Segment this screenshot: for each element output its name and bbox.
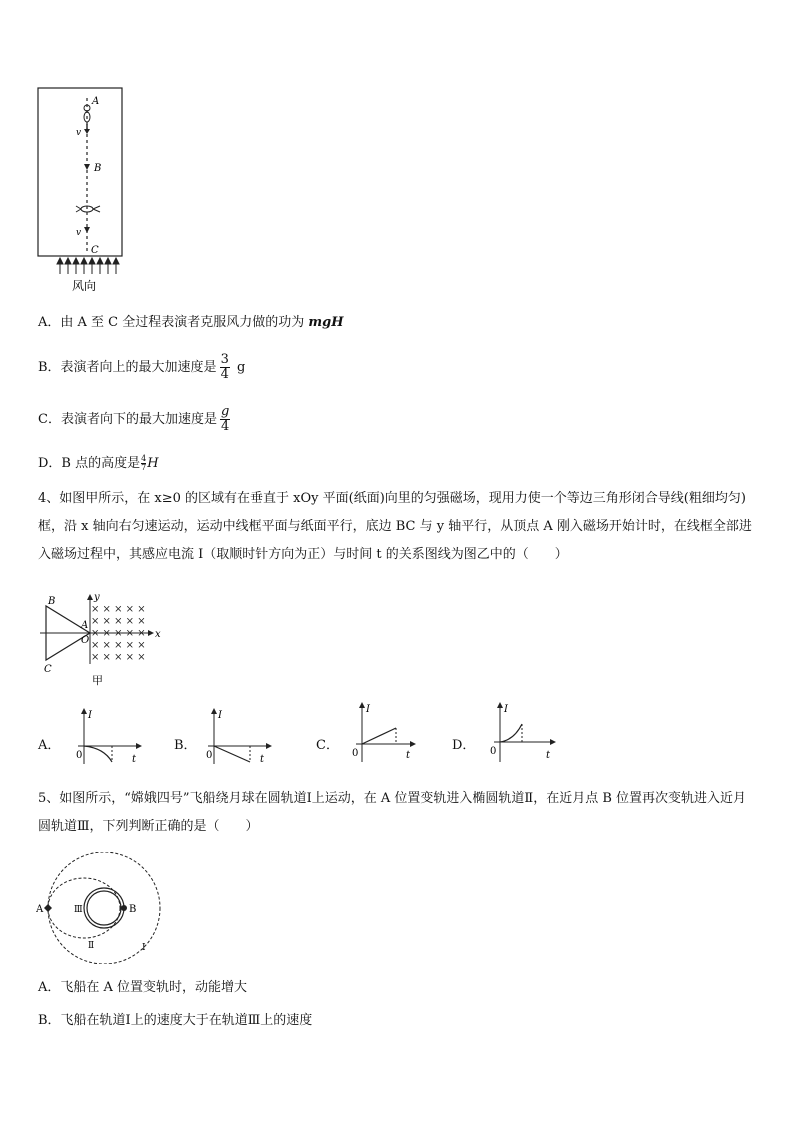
q4a-axis-t: t [132, 754, 137, 765]
performer-icon-horizontal [76, 206, 100, 212]
q5-orbit-figure [36, 852, 166, 964]
q3-option-c-text: C．表演者向下的最大加速度是 [38, 412, 217, 427]
q4-figure-jia [36, 592, 166, 688]
orbit-3 [84, 888, 124, 928]
point-a [44, 904, 52, 912]
wind-tunnel-figure [36, 84, 132, 298]
q4-option-a-letter: A． [38, 738, 61, 753]
q4d-axis-i: I [504, 704, 508, 715]
point-b [121, 905, 127, 911]
q5-label-orbit1: Ⅰ [142, 943, 146, 953]
q3-option-d [38, 452, 159, 472]
q4b-axis-t: t [260, 754, 265, 765]
q3-option-d-text: D．B 点的高度是 [38, 456, 141, 471]
q3-option-a [38, 311, 344, 330]
svg-text:× × × × ×: × × × × × [91, 652, 146, 663]
performer-icon-top [84, 105, 90, 134]
moon [87, 891, 121, 925]
q3-option-a-text: A．由 A 至 C 全过程表演者克服风力做的功为 [38, 315, 309, 330]
q4-option-d-letter: D． [452, 738, 476, 753]
q3-option-b-text: B．表演者向上的最大加速度是 [38, 360, 217, 375]
q3-b-den: 4 [220, 367, 229, 382]
q3-d-den: 7 [141, 463, 147, 472]
fig1-caption: 风向 [72, 279, 97, 293]
q5-label-a: A [36, 904, 44, 915]
q3-b-num: 3 [220, 352, 229, 367]
q4-stem: 4、如图甲所示，在 x≥0 的区域有在垂直于 xOy 平面(纸面)向里的匀强磁场，现用力使一个等边三角形闭合导线(粗细均匀)框，沿 x 轴向右匀速运动，运动中线框平面与纸面平行，底边 BC 与 y 轴平行，从顶点 A 刚入磁场开始计时，在线框全部进入磁场过程中，其感应电流 I（取顺时针方向为正）与时间 t 的关系图线为图乙中的（ ） [38, 491, 752, 562]
wind-arrows [57, 258, 119, 274]
q4c-axis-t: t [406, 750, 411, 761]
q5-label-orbit2: Ⅱ [88, 941, 95, 951]
q4d-origin: 0 [490, 746, 497, 757]
q3-c-den: 4 [220, 419, 230, 434]
q3-c-num: g [220, 404, 230, 419]
svg-text:× × × × ×: × × × × × [91, 616, 146, 627]
q4-option-a-graph [74, 706, 146, 766]
q5-label-b: B [129, 904, 137, 915]
q4-option-c-letter: C． [316, 738, 339, 753]
svg-text:× × × × ×: × × × × × [91, 604, 146, 615]
q3-option-d-suffix: H [147, 456, 159, 471]
q3-option-a-value: mgH [308, 315, 344, 330]
q4c-origin: 0 [352, 748, 359, 759]
svg-text:× × × × ×: × × × × × [91, 628, 146, 639]
q4-option-c-graph [348, 700, 420, 764]
q3-option-b [38, 353, 245, 382]
q3-d-num: 4 [141, 454, 147, 463]
fig1-label-c: C [91, 245, 99, 256]
q5-option-b: B．飞船在轨道Ⅰ上的速度大于在轨道Ⅲ上的速度 [38, 1013, 313, 1028]
q4d-axis-t: t [546, 750, 551, 761]
q4a-axis-i: I [88, 710, 92, 721]
q4c-axis-i: I [366, 704, 370, 715]
q5-label-orbit3: Ⅲ [74, 905, 83, 915]
q4-label-a: A [81, 620, 89, 631]
fig1-label-v1: v [76, 128, 82, 138]
fig1-label-v2: v [76, 228, 82, 238]
q4-option-b-letter: B． [174, 738, 197, 753]
svg-text:× × × × ×: × × × × × [91, 640, 146, 651]
fig1-label-b: B [94, 163, 102, 174]
q4-label-b: B [48, 596, 56, 607]
q4-label-x: x [155, 629, 161, 640]
q4b-axis-i: I [218, 710, 222, 721]
q5-stem: 5、如图所示，“嫦娥四号”飞船绕月球在圆轨道Ⅰ上运动，在 A 位置变轨进入椭圆轨道Ⅱ，在近月点 B 位置再次变轨进入近月圆轨道Ⅲ，下列判断正确的是（ ） [38, 791, 747, 834]
q3-option-d-fraction [141, 455, 146, 472]
q4-caption: 甲 [92, 674, 103, 687]
q4-label-c: C [44, 664, 52, 675]
q3-option-c [38, 405, 233, 434]
q3-option-c-fraction [220, 405, 230, 434]
q5-option-a: A．飞船在 A 位置变轨时，动能增大 [38, 980, 248, 995]
fig1-label-a: A [92, 96, 100, 107]
q4-label-y: y [94, 592, 100, 603]
q4-label-o: O [81, 635, 90, 646]
q3-option-b-fraction [220, 353, 230, 382]
q4-option-d-graph [484, 700, 560, 764]
q4a-origin: 0 [76, 750, 83, 761]
q4-option-b-graph [204, 706, 276, 766]
q3-option-b-suffix: g [236, 360, 246, 375]
q4b-origin: 0 [206, 750, 213, 761]
